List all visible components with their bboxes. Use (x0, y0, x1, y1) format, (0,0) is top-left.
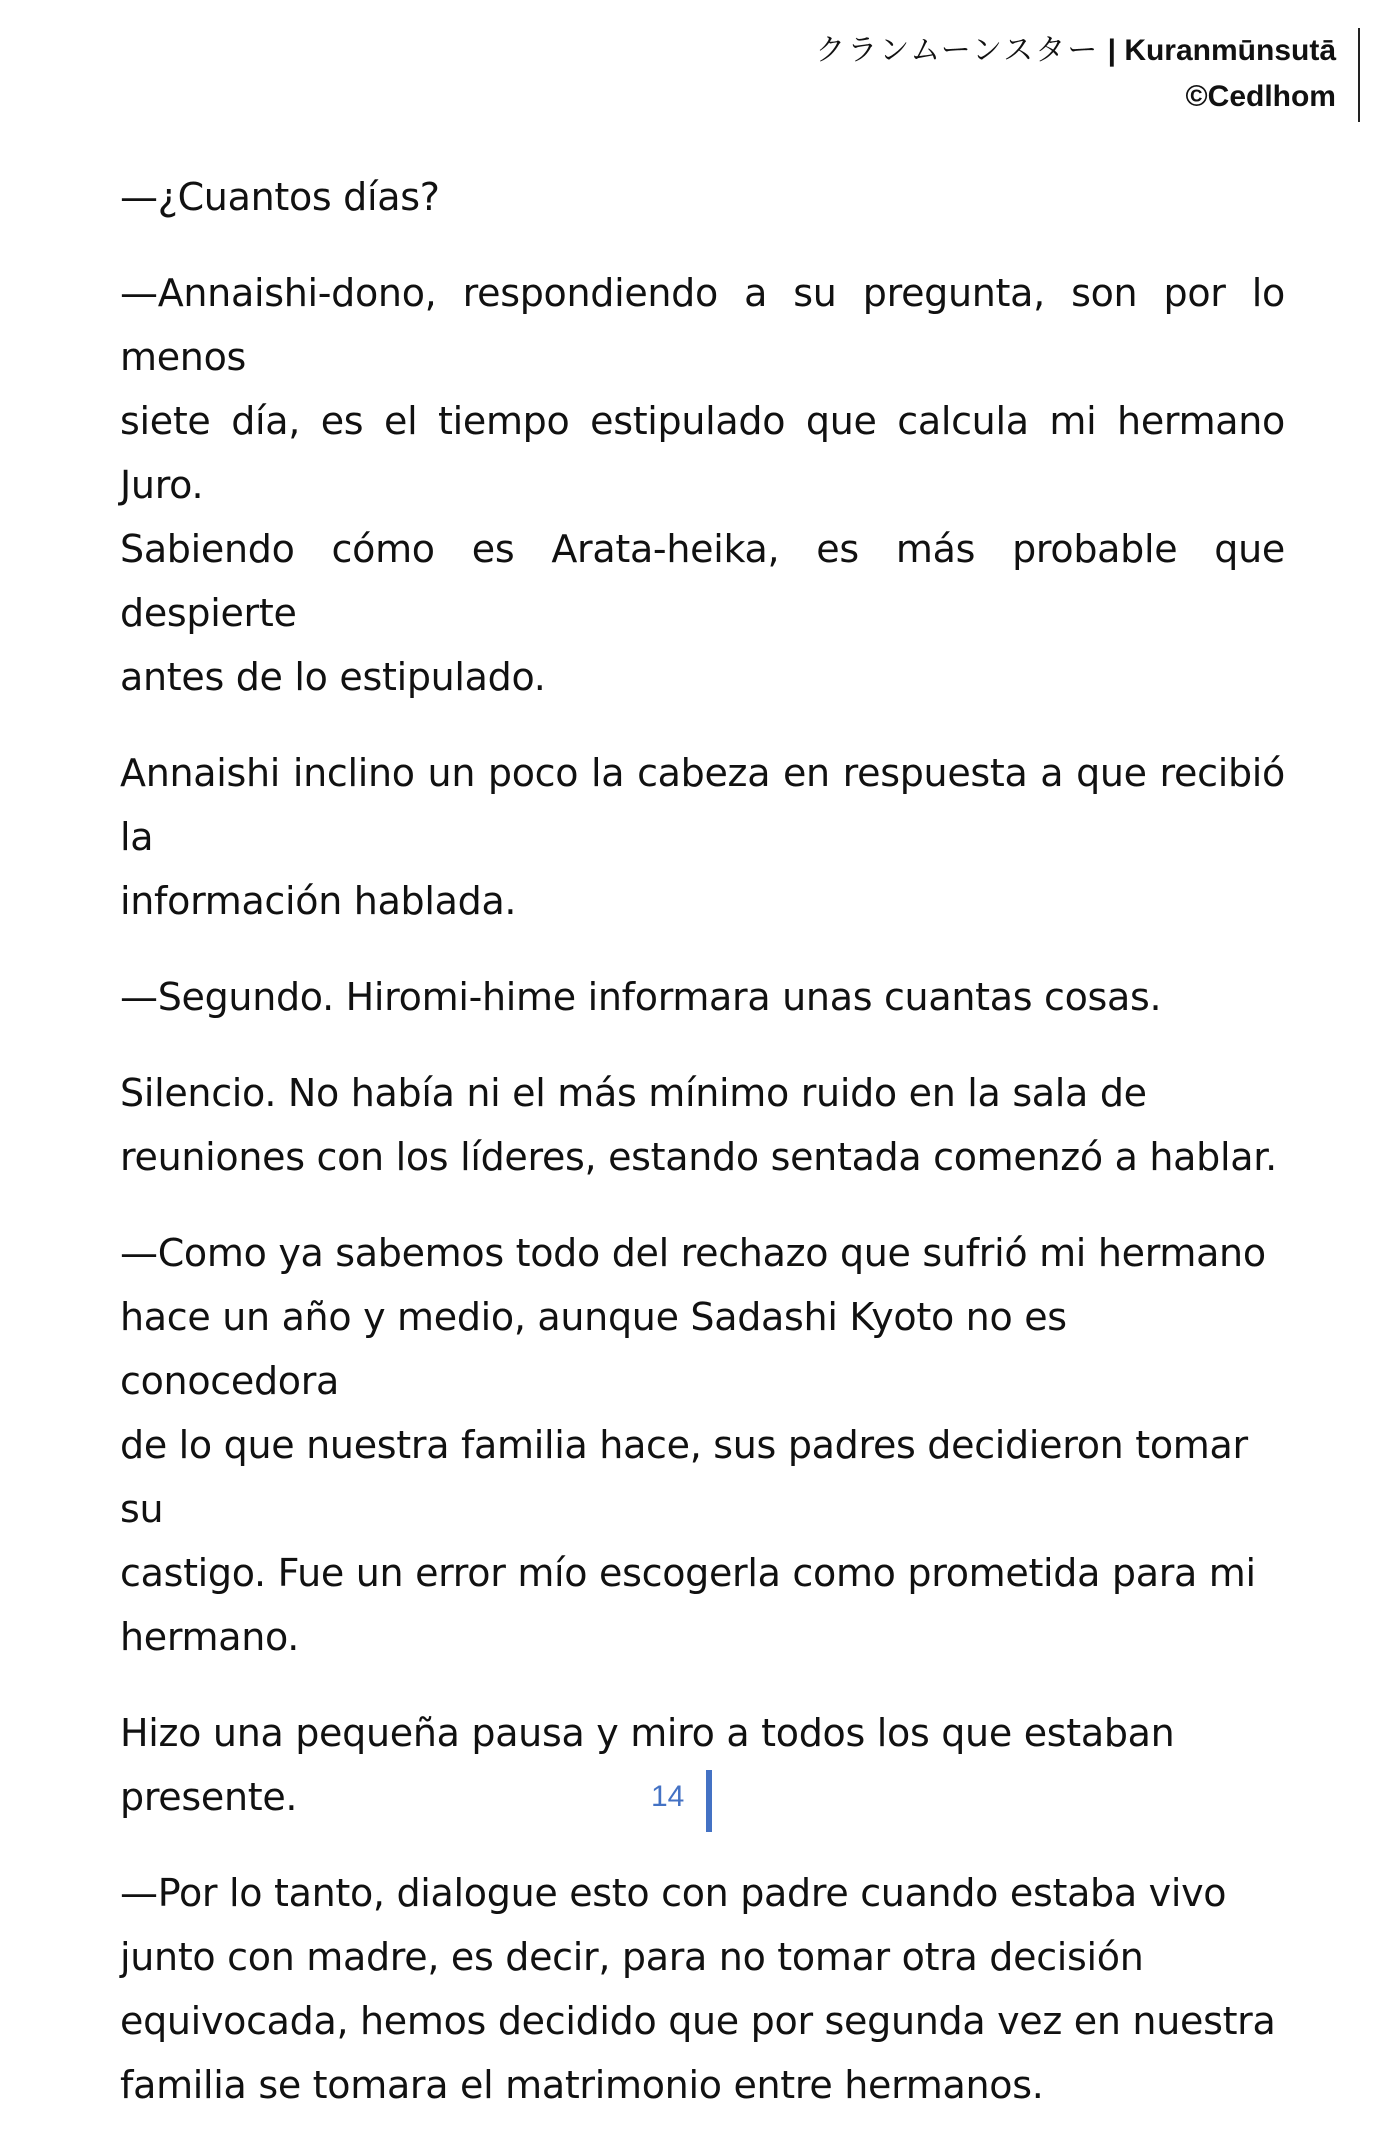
paragraph-1: —¿Cuantos días? (120, 175, 440, 219)
header-text (815, 28, 1336, 120)
header-title-japanese: クランムーンスター (815, 33, 1100, 68)
header-copyright: ©Cedlhom (1185, 80, 1336, 113)
page-header (640, 28, 1360, 124)
paragraph-4: —Segundo. Hiromi-hime informara unas cuantas cosas. (120, 975, 1162, 1019)
paragraph-7: Hizo una pequeña pausa y miro a todos los que estaban presente. (120, 1711, 1175, 1819)
header-copyright-line (815, 74, 1336, 120)
page-number-rule (706, 1770, 712, 1832)
header-title-romaji: Kuranmūnsutā (1124, 34, 1336, 67)
header-vertical-rule (1358, 28, 1360, 122)
paragraph-8: —Por lo tanto, dialogue esto con padre cuando estaba vivo junto con madre, es decir, para no tomar otra decisión equivocada, hemos decidido que por segunda vez en nuestra familia se tomara el matrimonio entre hermanos. (120, 1871, 1276, 2107)
page-body (120, 165, 1285, 2149)
paragraph-2: —Annaishi-dono, respondiendo a su pregunta, son por lo menos siete día, es el tiempo estipulado que calcula mi hermano Juro. Sabiendo cómo es Arata-heika, es más probable que despierte antes de lo estipulado. (120, 271, 1285, 699)
paragraph-6: —Como ya sabemos todo del rechazo que sufrió mi hermano hace un año y medio, aunque Sadashi Kyoto no es conocedora de lo que nuestra familia hace, sus padres decidieron tomar su castigo. Fue un error mío escogerla como prometida para mi hermano. (120, 1231, 1266, 1659)
header-title-line (815, 28, 1336, 74)
page-number: 14 (651, 1780, 685, 1813)
page-footer (0, 1770, 1400, 1840)
paragraph-3: Annaishi inclino un poco la cabeza en respuesta a que recibió la información hablada. (120, 751, 1285, 923)
paragraph-5: Silencio. No había ni el más mínimo ruido en la sala de reuniones con los líderes, estando sentada comenzó a hablar. (120, 1071, 1277, 1179)
header-separator: | (1107, 34, 1116, 67)
